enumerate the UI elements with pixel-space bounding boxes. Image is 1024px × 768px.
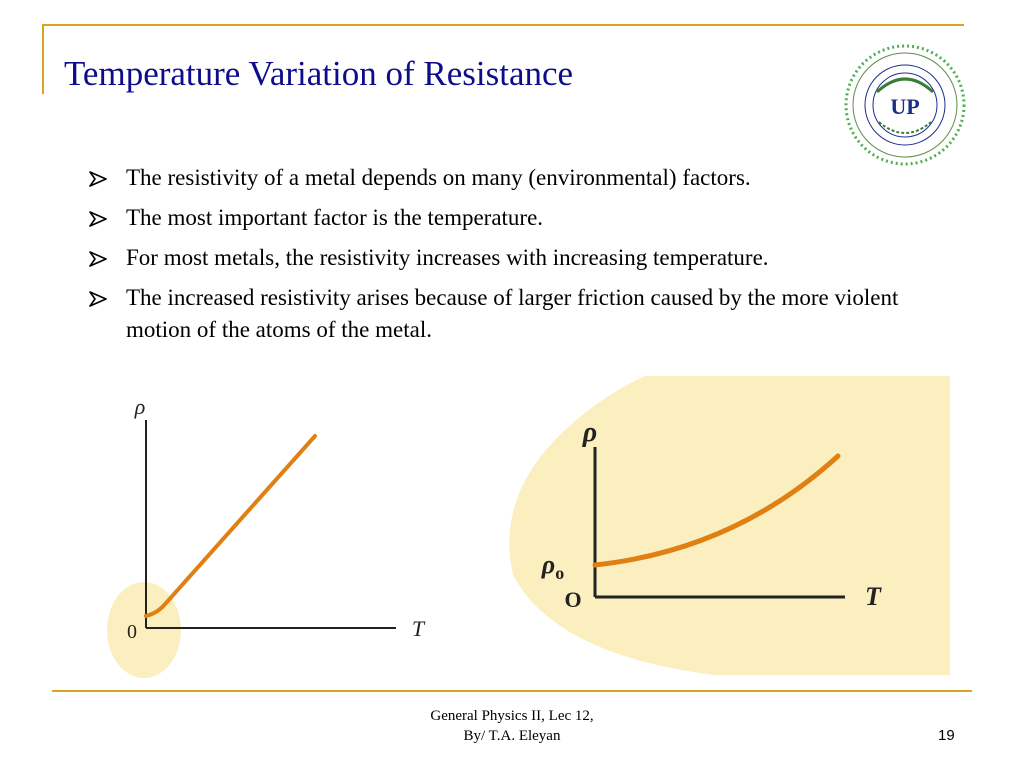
y-axis-label: ρ [582,417,598,448]
university-logo [834,40,976,170]
arrow-bullet-icon [88,211,108,227]
bullet-item [88,162,968,194]
bullet-item [88,202,968,234]
rho-zero-label: $\rho_o$ [541,550,565,583]
footer-divider [52,690,972,692]
bullet-text: The increased resistivity arises because of larger friction caused by the more violent motion of the atoms of the metal. [126,285,899,342]
resistivity-linear-graph [100,380,440,680]
bullet-text: The resistivity of a metal depends on many (environmental) factors. [126,165,751,190]
x-axis-label: T [411,616,425,641]
bullet-item [88,242,968,274]
origin-label: 0 [127,621,137,643]
top-border-line [42,24,964,26]
bullet-text: The most important factor is the temperature. [126,205,544,230]
footer-line-2: By/ T.A. Eleyan [463,728,561,744]
origin-label: O [564,587,582,612]
bullet-text: For most metals, the resistivity increases with increasing temperature. [126,245,769,270]
arrow-bullet-icon [88,171,108,187]
svg-text:UP: UP [890,94,920,119]
arrow-bullet-icon [88,291,108,307]
bullet-item [88,282,968,346]
resistivity-curve [146,436,315,616]
slide-title: Temperature Variation of Resistance [64,54,574,93]
slide-number: 19 [938,727,955,744]
graph-highlight-background [509,376,950,675]
arrow-bullet-icon [88,251,108,267]
x-axis-label: T [865,582,881,611]
left-border-line [42,24,44,94]
y-axis-label: ρ [134,394,146,419]
footer-text [392,706,632,746]
footer-line-1: General Physics II, Lec 12, [430,708,594,724]
resistivity-curved-graph [495,375,955,680]
bullet-list [88,162,968,354]
